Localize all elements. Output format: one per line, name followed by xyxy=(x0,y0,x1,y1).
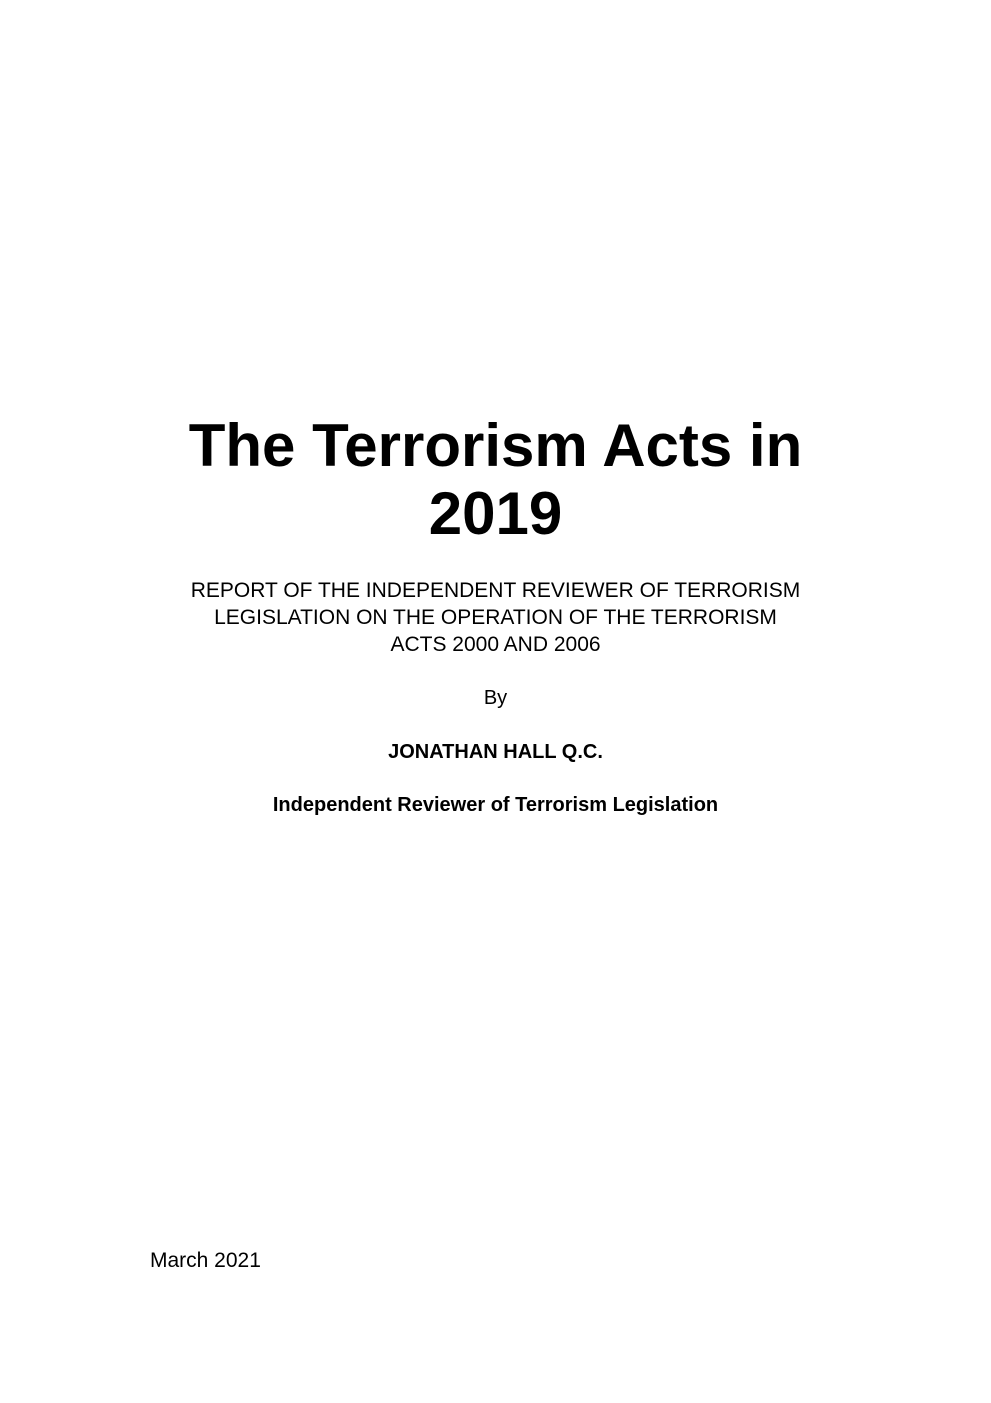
subtitle-line-3: ACTS 2000 AND 2006 xyxy=(390,633,601,656)
subtitle-line-1: REPORT OF THE INDEPENDENT REVIEWER OF TERRORISM xyxy=(190,579,801,602)
author-role: Independent Reviewer of Terrorism Legislation xyxy=(272,794,719,816)
document-title xyxy=(0,412,991,548)
author-name: JONATHAN HALL Q.C. xyxy=(388,741,603,763)
subtitle-line-2: LEGISLATION ON THE OPERATION OF THE TERRORISM xyxy=(214,606,777,629)
document-subtitle xyxy=(0,577,991,658)
title-line-1: The Terrorism Acts in xyxy=(188,412,803,479)
title-line-2: 2019 xyxy=(428,480,563,547)
by-label: By xyxy=(483,687,508,709)
publication-date: March 2021 xyxy=(150,1249,261,1272)
